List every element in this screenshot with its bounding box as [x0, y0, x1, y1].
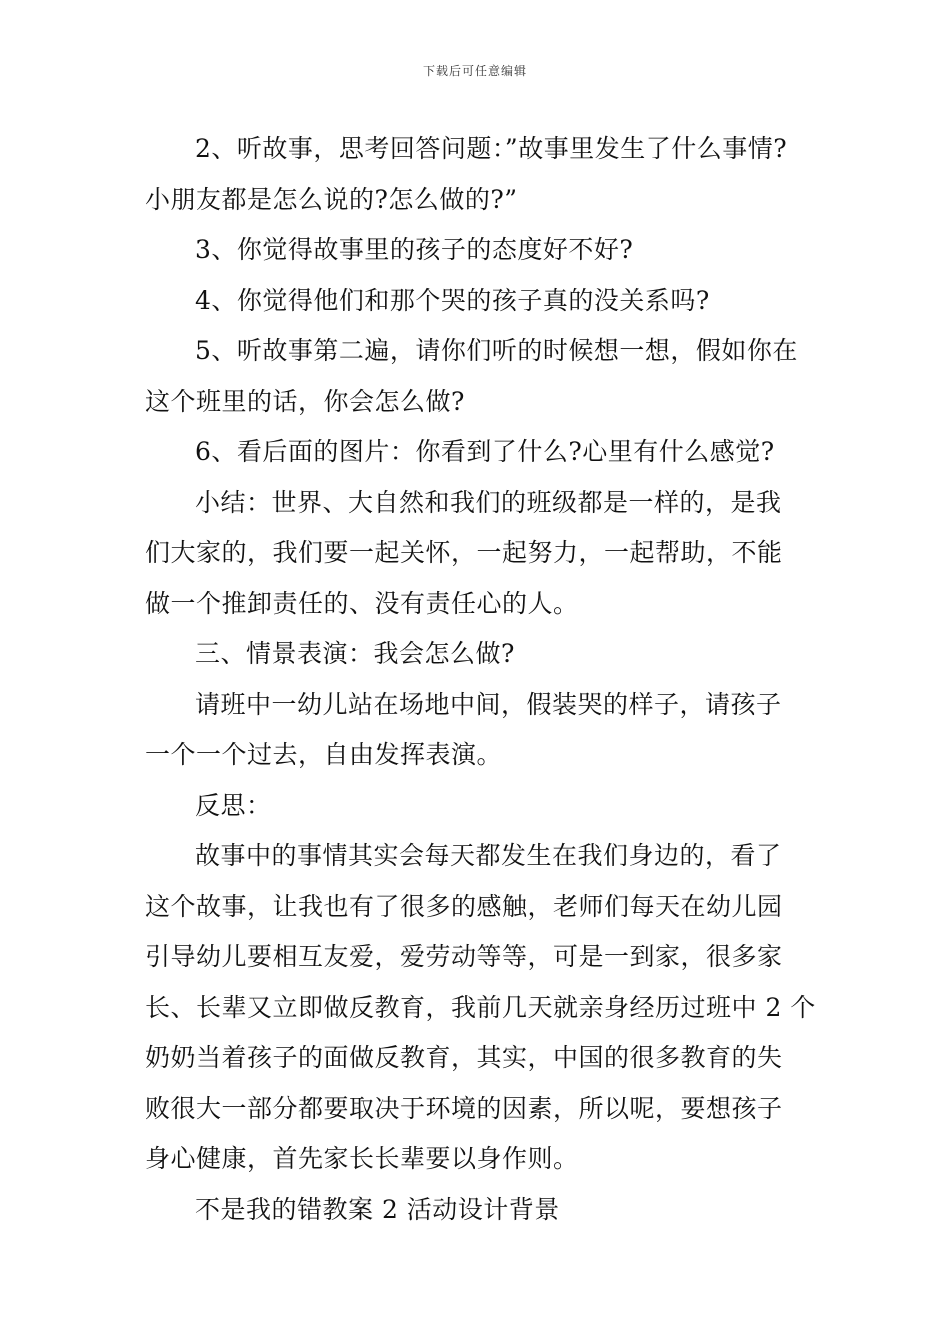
text-line: 做一个推卸责任的、没有责任心的人。 [145, 588, 579, 618]
text-line: 们大家的，我们要一起关怀，一起努力，一起帮助，不能 [145, 538, 783, 567]
page-header: 下载后可任意编辑 [422, 64, 527, 78]
text-line: 小结：世界、大自然和我们的班级都是一样的，是我 [195, 487, 782, 517]
text-line: 这个班里的话，你会怎么做? [145, 386, 465, 416]
text-line: 长、长辈又立即做反教育，我前几天就亲身经历过班中 2 个 [145, 992, 816, 1022]
text-line: 请班中一幼儿站在场地中间，假装哭的样子，请孩子 [195, 689, 782, 719]
text-line: 5、听故事第二遍，请你们听的时候想一想，假如你在 [195, 336, 798, 365]
text-line: 不是我的错教案 2 活动设计背景 [195, 1194, 560, 1224]
text-line: 小朋友都是怎么说的?怎么做的?” [145, 184, 518, 214]
text-line: 3、你觉得故事里的孩子的态度好不好? [195, 235, 634, 264]
text-line: 身心健康，首先家长长辈要以身作则。 [145, 1144, 579, 1173]
text-line: 反思： [195, 790, 272, 820]
text-line: 6、看后面的图片：你看到了什么?心里有什么感觉? [195, 437, 775, 466]
text-line: 一个一个过去，自由发挥表演。 [145, 740, 503, 769]
text-line: 败很大一部分都要取决于环境的因素，所以呢，要想孩子 [145, 1093, 783, 1123]
text-line: 2、听故事，思考回答问题：”故事里发生了什么事情? [195, 134, 788, 163]
text-line: 引导幼儿要相互友爱，爱劳动等等，可是一到家，很多家 [145, 942, 783, 971]
text-line: 故事中的事情其实会每天都发生在我们身边的，看了 [195, 841, 782, 870]
document-body [145, 124, 815, 1235]
text-line: 三、情景表演：我会怎么做? [195, 639, 515, 668]
text-line: 4、你觉得他们和那个哭的孩子真的没关系吗? [195, 285, 710, 315]
text-line: 这个故事，让我也有了很多的感触，老师们每天在幼儿园 [145, 891, 783, 921]
text-line: 奶奶当着孩子的面做反教育，其实，中国的很多教育的失 [145, 1043, 783, 1072]
